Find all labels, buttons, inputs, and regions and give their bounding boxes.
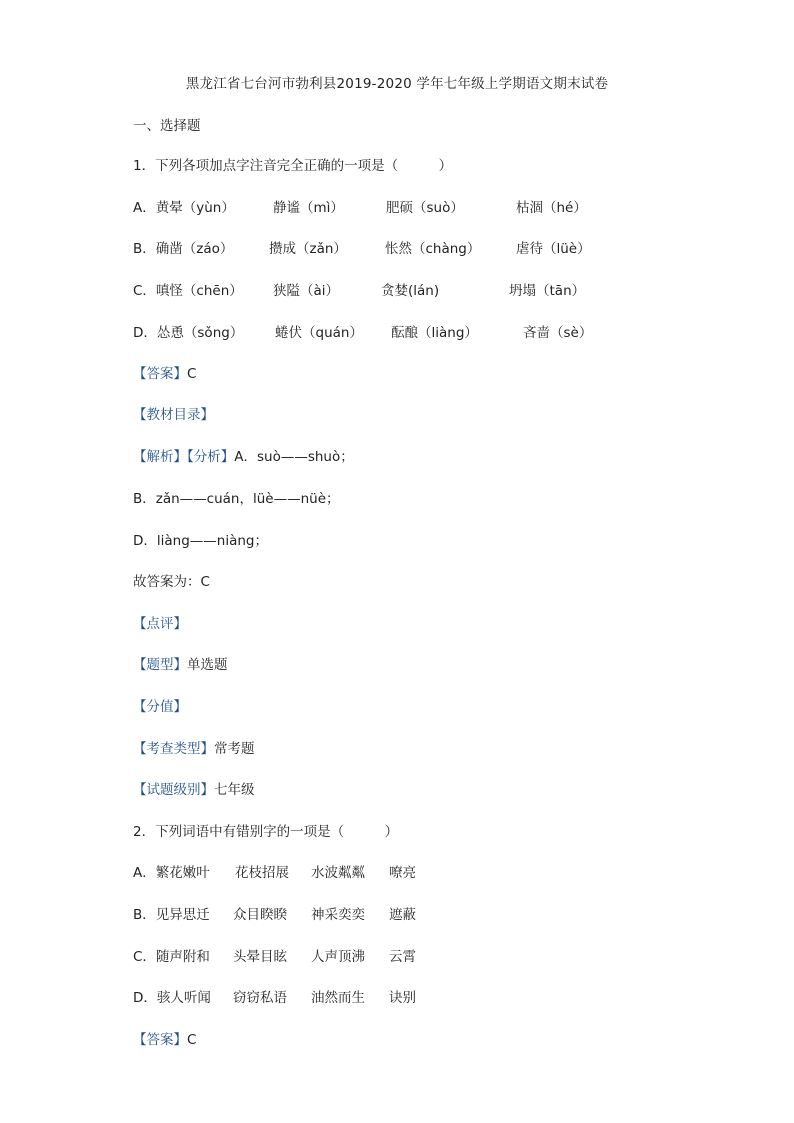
option-cell: 蜷伏（quán） (275, 325, 363, 341)
analysis-line-2: B．zǎn——cuán，lüè——nüè； (133, 491, 340, 507)
question-1-answer (133, 365, 196, 383)
option-cell: 油然而生 (311, 990, 365, 1006)
question-2-answer (133, 1031, 196, 1049)
level-value: 七年级 (214, 782, 255, 798)
option-cell: 贪婪(lán) (381, 283, 440, 299)
option-cell: 狭隘（ài） (273, 283, 340, 299)
option-cell: B．见异思迁 (133, 907, 210, 923)
option-cell: 花枝招展 (235, 865, 289, 881)
option-cell: 人声顶沸 (311, 949, 365, 965)
type-value: 单选题 (187, 657, 228, 673)
option-cell: 窃窃私语 (233, 990, 287, 1006)
analysis-line-3: D．liàng——niàng； (133, 533, 268, 549)
answer-tag: 【答案】 (133, 1032, 187, 1048)
answer-value: C (187, 366, 197, 382)
score-tag: 【分值】 (133, 699, 187, 715)
exam-type-row (133, 740, 255, 758)
option-cell: 神采奕奕 (311, 907, 365, 923)
exam-type-tag: 【考查类型】 (133, 741, 214, 757)
answer-value: C (187, 1032, 197, 1048)
question-type-row (133, 656, 228, 674)
option-cell: 头晕目眩 (233, 949, 287, 965)
option-cell: 水波粼粼 (311, 865, 365, 881)
option-cell: B．确凿（záo） (133, 241, 234, 257)
option-cell: D．怂恿（sǒng） (133, 325, 244, 341)
option-cell: A．繁花嫩叶 (133, 865, 210, 881)
comment-tag: 【点评】 (133, 616, 187, 632)
textbook-tag: 【教材目录】 (133, 407, 214, 423)
option-cell: 众目睽睽 (233, 907, 287, 923)
option-cell: 攒成（zǎn） (269, 241, 347, 257)
type-tag: 【题型】 (133, 657, 187, 673)
answer-tag: 【答案】 (133, 366, 187, 382)
exam-type-value: 常考题 (214, 741, 255, 757)
option-cell: D．骇人听闻 (133, 990, 211, 1006)
option-cell: C．随声附和 (133, 949, 210, 965)
option-cell: A．黄晕（yùn） (133, 200, 235, 216)
option-cell: 酝酿（liàng） (391, 325, 478, 341)
comment-row (133, 615, 187, 633)
option-cell: 静谧（mì） (273, 200, 344, 216)
analysis-text: A．suò——shuò； (234, 449, 354, 465)
option-cell: 肥硕（suò） (386, 200, 464, 216)
analysis-conclusion: 故答案为：C (133, 574, 210, 590)
question-1-stem: 1．下列各项加点字注音完全正确的一项是（ ） (133, 158, 453, 174)
document-title: 黑龙江省七台河市勃利县2019-2020 学年七年级上学期语文期末试卷 (185, 76, 609, 92)
textbook-directory (133, 406, 214, 424)
option-cell: 诀别 (389, 990, 416, 1006)
option-cell: 云霄 (389, 949, 416, 965)
option-cell: 嘹亮 (389, 865, 416, 881)
level-row (133, 781, 255, 799)
level-tag: 【试题级别】 (133, 782, 214, 798)
score-row (133, 698, 187, 716)
question-2-stem: 2．下列词语中有错别字的一项是（ ） (133, 824, 399, 840)
option-cell: 遮蔽 (389, 907, 416, 923)
analysis-tag: 【解析】【分析】 (133, 449, 235, 465)
option-cell: 怅然（chàng） (385, 241, 481, 257)
section-heading: 一、选择题 (133, 118, 201, 134)
option-cell: 枯涸（hé） (516, 200, 587, 216)
option-cell: 虐待（lüè） (516, 241, 591, 257)
analysis-line-1 (133, 448, 354, 466)
option-cell: 坍塌（tān） (509, 283, 586, 299)
option-cell: 吝啬（sè） (523, 325, 593, 341)
option-cell: C．嗔怪（chēn） (133, 283, 243, 299)
